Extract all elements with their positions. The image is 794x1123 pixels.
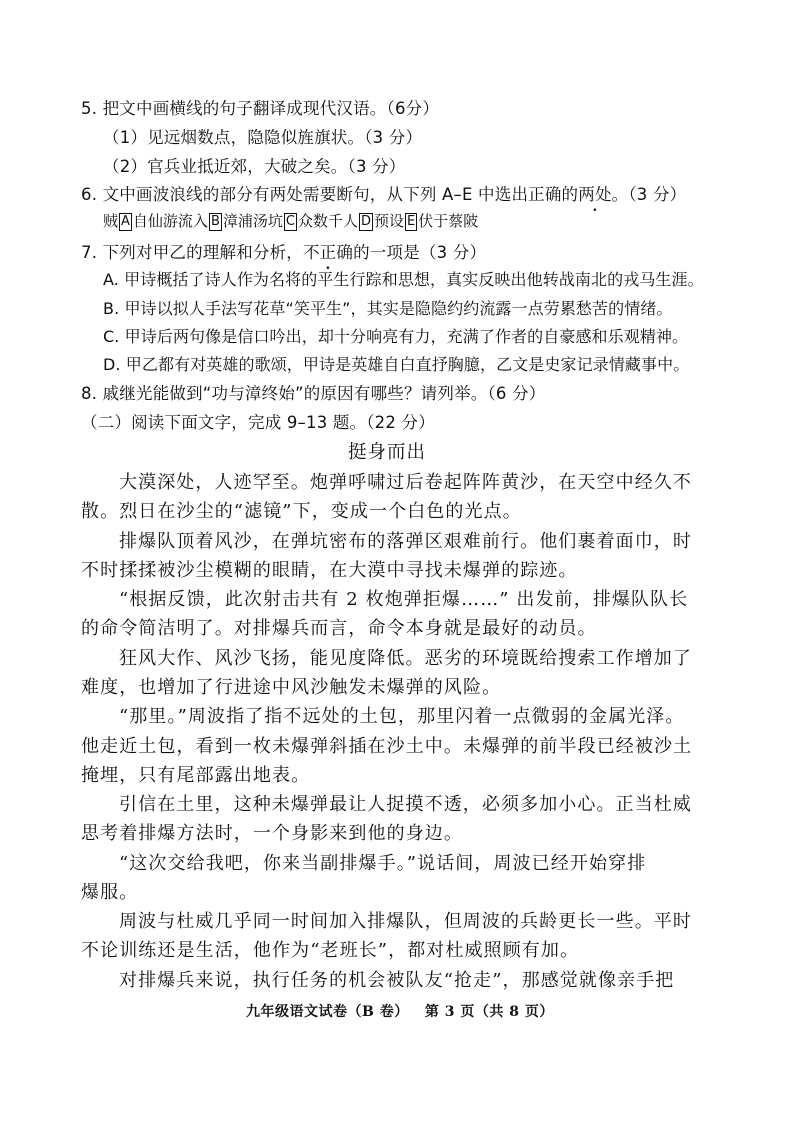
article-line: “根据反馈，此次射击共有 2 枚炮弹拒爆……” 出发前，排爆队队长 — [119, 589, 689, 610]
article-line: 掩埋，只有尾部露出地表。 — [81, 765, 311, 786]
q6-emphasis: 两处 — [578, 185, 612, 204]
q7-stem — [81, 239, 486, 263]
article-line: “那里。”周波指了指不远处的土包，那里闪着一点微弱的金属光泽。 — [119, 706, 685, 727]
section2-heading: （二）阅读下面文字，完成 9–13 题。（22 分） — [81, 413, 435, 432]
q5-stem: 5. 把文中画横线的句子翻译成现代汉语。（6分） — [81, 99, 440, 118]
q7-stem-a: 7. 下列对甲乙的理解和分析， — [81, 243, 303, 262]
q6-seg-5: 伏于蔡陂 — [418, 212, 479, 230]
q6-box-d: D — [360, 214, 371, 229]
q5-sub1: （1）见远烟数点，隐隐似旌旗状。（3 分） — [103, 128, 423, 147]
q6-seg-3: 众数千人 — [297, 212, 358, 230]
article-line: 排爆队顶着风沙，在弹坑密布的落弹区艰难前行。他们裹着面巾，时 — [119, 531, 692, 552]
article-line: 他走近土包，看到一枚未爆弹斜插在沙土中。未爆弹的前半段已经被沙土 — [81, 736, 693, 757]
q6-box-a: A — [121, 214, 130, 229]
article-line: 不论训练还是生活，他作为“老班长”，都对杜威照顾有加。 — [81, 940, 580, 961]
footer-exam-name: 九年级语文试卷（B 卷） — [246, 1004, 409, 1020]
article-line: “这次交给我吧，你来当副排爆手。”说话间，周波已经开始穿排 — [119, 853, 647, 874]
article-line: 大漠深处，人迹罕至。炮弹呼啸过后卷起阵阵黄沙，在天空中经久不 — [119, 472, 692, 493]
article-line: 散。烈日在沙尘的“滤镜”下，变成一个白色的光点。 — [81, 501, 522, 522]
article-title: 挺身而出 — [348, 442, 427, 463]
q7-option-d: D. 甲乙都有对英雄的歌颂，甲诗是英雄自白直抒胸臆，乙文是史家记录情藏事中。 — [103, 355, 690, 374]
q6-box-b: B — [210, 214, 220, 229]
q6-seg-1: 自仙游流入 — [132, 212, 208, 230]
article-line: 周波与杜威几乎同一时间加入排爆队，但周波的兵龄更长一些。平时 — [119, 911, 692, 932]
q6-seg-4: 预设 — [373, 212, 404, 230]
q5-sub2: （2）官兵业抵近郊，大破之矣。（3 分） — [103, 157, 406, 176]
q7-emphasis: 不正确 — [303, 243, 354, 262]
article-line: 思考着排爆方法时，一个身影来到他的身边。 — [81, 823, 463, 844]
article-line: 难度，也增加了行进途中风沙触发未爆弹的风险。 — [81, 677, 502, 698]
article-line: 对排爆兵来说，执行任务的机会被队友“抢走”，那感觉就像亲手把 — [119, 970, 675, 991]
article-line: 的命令简洁明了。对排爆兵而言，命令本身就是最好的动员。 — [81, 618, 597, 639]
footer — [246, 1001, 554, 1021]
q6-box-c: C — [285, 214, 295, 229]
q6-seg-0: 贼 — [103, 212, 119, 230]
q7-option-c: C. 甲诗后两句像是信口吟出，却十分响亮有力，充满了作者的自豪感和乐观精神。 — [103, 327, 689, 346]
q7-option-b: B. 甲诗以拟人手法写花草“笑平生”，其实是隐隐约约流露一点劳累愁苦的情绪。 — [103, 299, 673, 318]
q6-box-e: E — [407, 214, 416, 229]
footer-page-number: 第 3 页（共 8 页） — [424, 1004, 554, 1020]
q6-seg-2: 漳浦汤坑 — [222, 212, 283, 230]
q6-stem-end: 。（3 分） — [611, 185, 687, 204]
article-line: 狂风大作、风沙飞扬，能见度降低。恶劣的环境既给搜索工作增加了 — [119, 648, 692, 669]
q6-stem — [81, 181, 686, 205]
q6-segment-line — [103, 210, 478, 231]
q7-option-a: A. 甲诗概括了诗人作为名将的平生行踪和思想，真实反映出他转战南北的戎马生涯。 — [103, 270, 704, 289]
q8-stem: 8. 戚继光能做到“功与漳终始”的原因有哪些？请列举。（6 分） — [81, 384, 546, 403]
q7-stem-b: 的一项是（3 分） — [353, 243, 487, 262]
article-line: 引信在土里，这种未爆弹最让人捉摸不透，必须多加小心。正当杜威 — [119, 794, 692, 815]
article-line: 不时揉揉被沙尘模糊的眼睛，在大漠中寻找未爆弹的踪迹。 — [81, 560, 578, 581]
q6-stem-text: 6. 文中画波浪线的部分有两处需要断句，从下列 A–E 中选出正确的 — [81, 185, 579, 204]
article-line: 爆服。 — [81, 882, 139, 903]
